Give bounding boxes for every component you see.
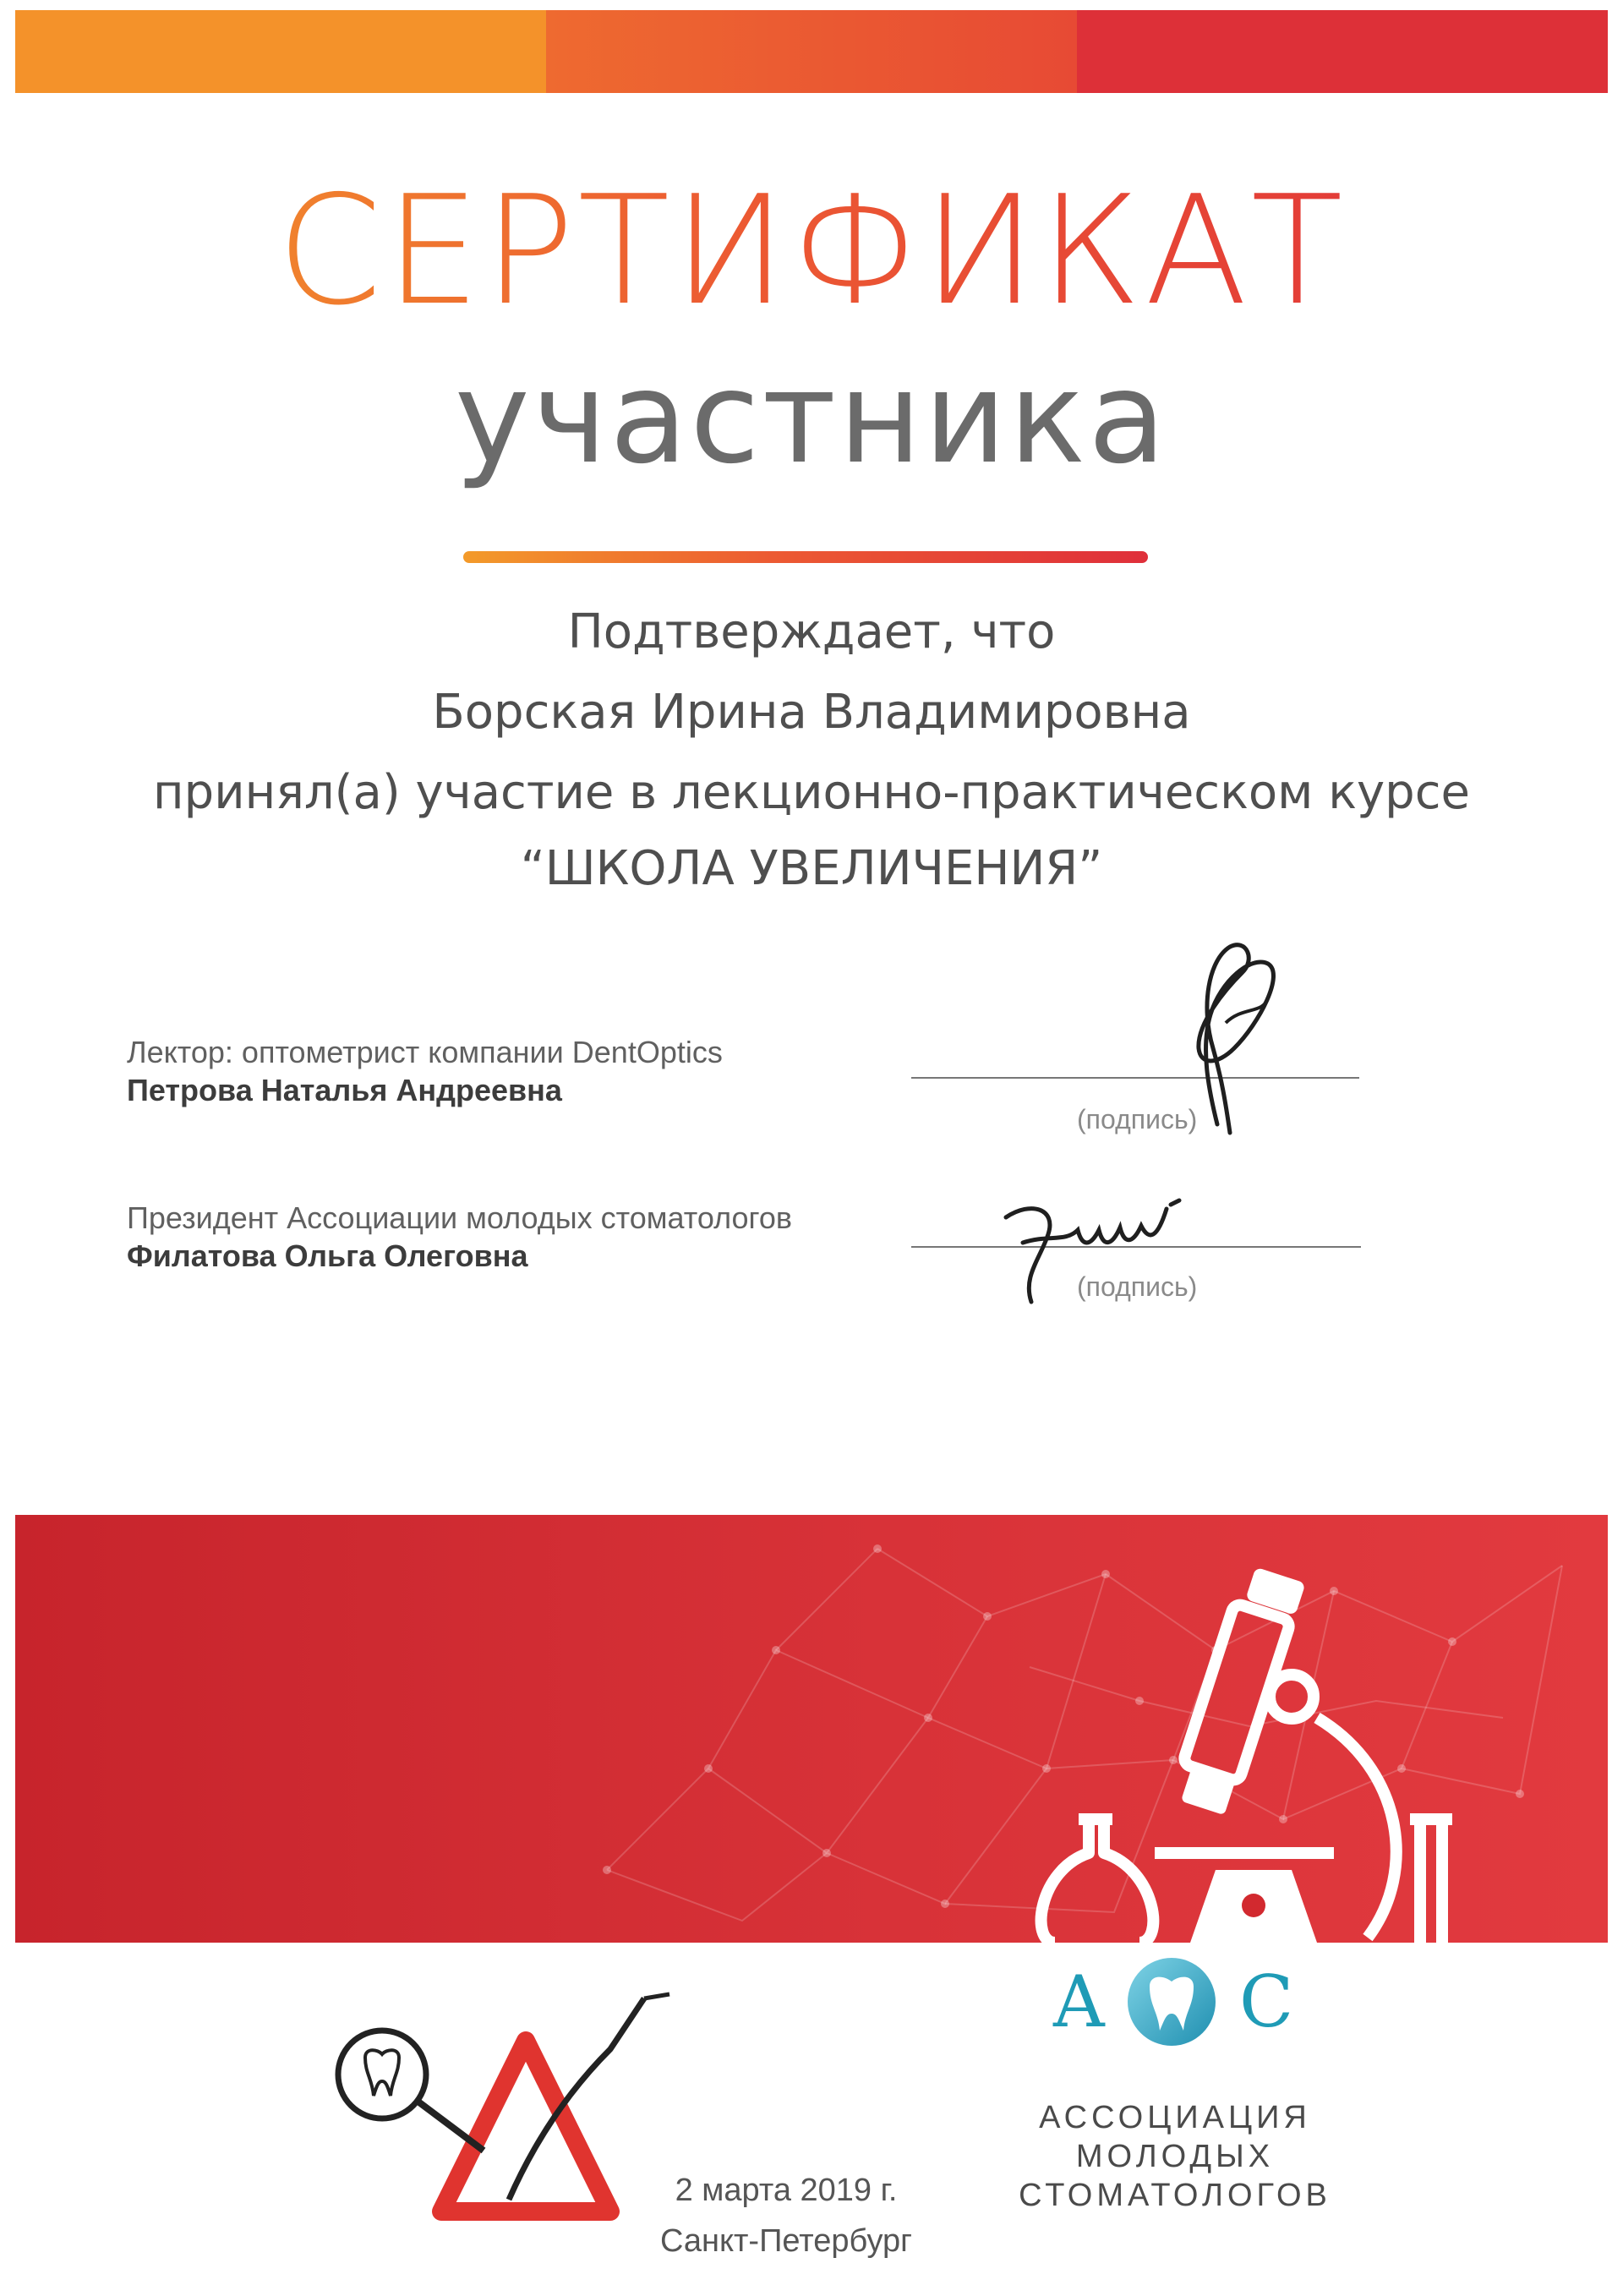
participation-text: принял(а) участие в лекционно-практическом курсе: [153, 765, 1470, 820]
network-pattern: [15, 1515, 1608, 1943]
certificate-title: СЕРТИФИКАТ: [0, 176, 1623, 326]
president-signature: [997, 1184, 1217, 1310]
lecturer-name: Петрова Наталья Андреевна: [127, 1073, 562, 1107]
top-color-stripe: [15, 10, 1608, 93]
lecturer-block: [127, 1033, 723, 1109]
ams-letter-a: A: [1053, 1960, 1105, 2043]
title-divider: [463, 551, 1148, 563]
stripe-orange-red: [546, 10, 1077, 93]
lecturer-role: Лектор: оптометрист компании DentOptics: [127, 1035, 723, 1069]
ams-letter-c: C: [1239, 1960, 1294, 2043]
event-city: Санкт-Петербург: [659, 2223, 913, 2259]
president-block: [127, 1199, 792, 1275]
ams-word-association: АССОЦИАЦИЯ: [1039, 2100, 1311, 2135]
president-signature-caption: (подпись): [1077, 1271, 1198, 1302]
event-date: 2 марта 2019 г.: [675, 2173, 898, 2208]
stripe-orange: [15, 10, 546, 93]
lecturer-signature-caption: (подпись): [1077, 1104, 1198, 1134]
stripe-red: [1077, 10, 1608, 93]
confirms-text: Подтверждает, что: [567, 604, 1056, 659]
president-name: Филатова Ольга Олеговна: [127, 1238, 528, 1273]
lecturer-signature: [1150, 921, 1302, 1141]
president-role: Президент Ассоциации молодых стоматологов: [127, 1200, 792, 1235]
red-banner: [15, 1515, 1608, 1943]
microscope-flask-icon: [1041, 1567, 1452, 1943]
course-name: “ШКОЛА УВЕЛИЧЕНИЯ”: [520, 841, 1103, 896]
ams-word-dentists: СТОМАТОЛОГОВ: [1019, 2178, 1331, 2213]
ams-word-young: МОЛОДЫХ: [1075, 2139, 1275, 2174]
participant-name: Борская Ирина Владимировна: [432, 685, 1191, 740]
certificate-subtitle: участника: [454, 345, 1169, 492]
